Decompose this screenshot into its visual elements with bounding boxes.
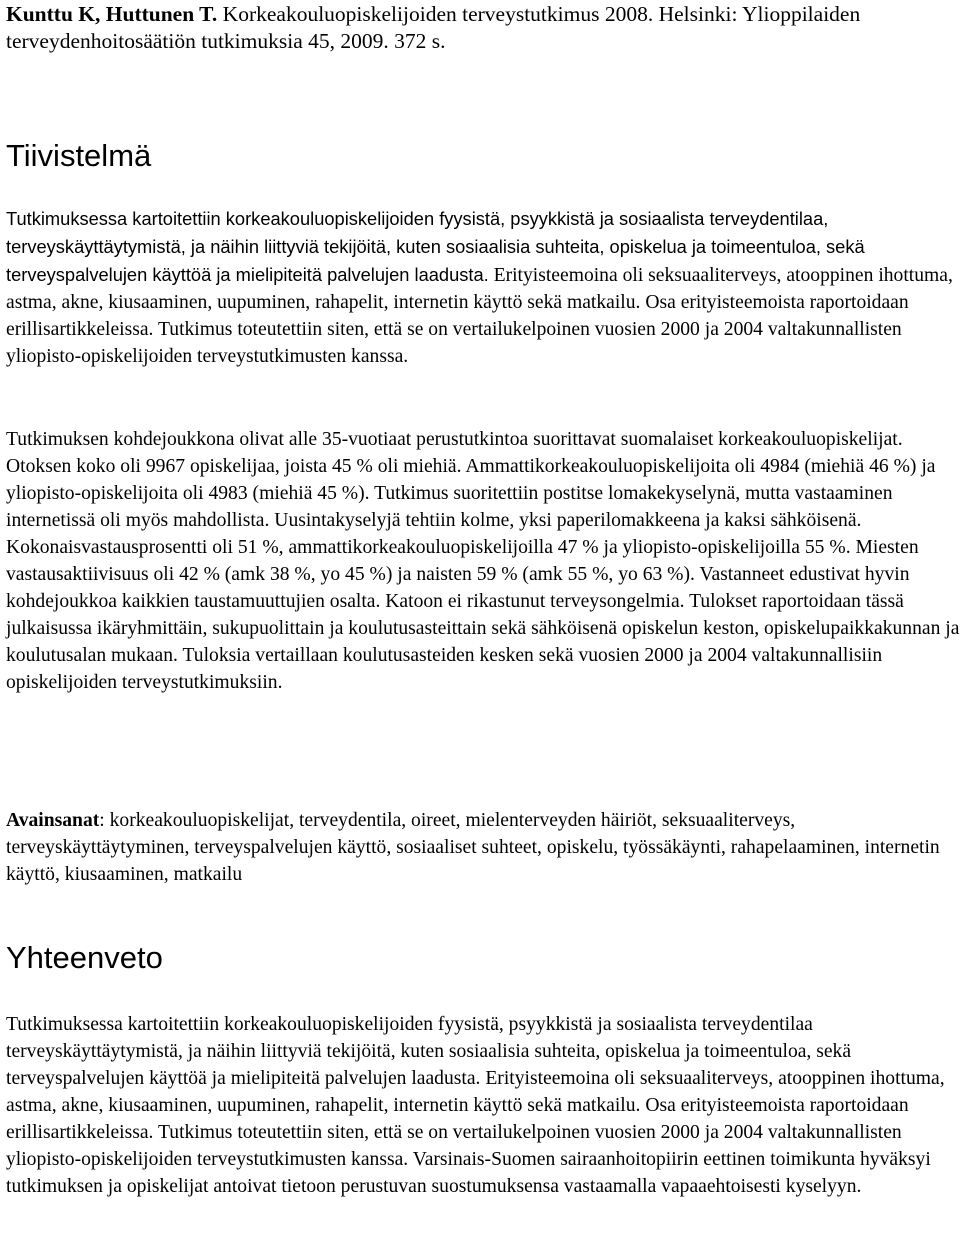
citation-authors: Kunttu K, Huttunen T. (6, 2, 218, 26)
tiivistelma-paragraph-1 (6, 205, 960, 370)
heading-yhteenveto: Yhteenveto (6, 940, 163, 975)
keywords-label: Avainsanat (6, 810, 100, 831)
keywords-separator: : (99, 810, 110, 831)
keywords-text: korkeakouluopiskelijat, terveydentila, oireet, mielenterveyden häiriöt, seksuaaliterveys, terveyskäyttäytyminen, terveyspalvelujen käyttö, sosiaaliset suhteet, opiskelu, työssäkäynti, rahapelaaminen, internetin käyttö, kiusaaminen, matkailu (6, 810, 940, 885)
yhteenveto-paragraph: Tutkimuksessa kartoitettiin korkeakouluopiskelijoiden fyysistä, psyykkistä ja sosiaalista terveydentilaa terveyskäyttäytymistä, ja näihin liittyviä tekijöitä, kuten sosiaalisia suhteita, opiskelua ja toimeentuloa, sekä terveyspalvelujen käyttöä ja mielipiteitä palvelujen laadusta. Erityisteemoina oli seksuaaliterveys, atooppinen ihottuma, astma, akne, kiusaaminen, uupuminen, rahapelit, internetin käyttö sekä matkailu. Osa erityisteemoista raportoidaan erillisartikkeleissa. Tutkimus toteutettiin siten, että se on vertailukelpoinen vuosien 2000 ja 2004 valtakunnallisten yliopisto-opiskelijoiden terveystutkimusten kanssa. Varsinais-Suomen sairaanhoitopiirin eettinen toimikunta hyväksyi tutkimuksen ja opiskelijat antoivat tietoon perustuvan suostumuksensa vastaamalla vapaaehtoisesti kyselyyn. (6, 1014, 945, 1197)
tiivistelma-paragraph-1-serif: Erityisteemoina oli seksuaaliterveys, atooppinen ihottuma, astma, akne, kiusaaminen, uupuminen, rahapelit, internetin käyttö sekä matkailu. Osa erityisteemoista raportoidaan erillisartikkeleissa. Tutkimus toteutettiin siten, että se on vertailukelpoinen vuosien 2000 ja 2004 valtakunnallisten yliopisto-opiskelijoiden terveystutkimusten kanssa. (6, 265, 953, 367)
document-page (6, 0, 960, 1197)
tiivistelma-paragraph-2: Tutkimuksen kohdejoukkona olivat alle 35-vuotiaat perustutkintoa suorittavat suomalaiset korkeakouluopiskelijat. Otoksen koko oli 9967 opiskelijaa, joista 45 % oli miehiä. Ammattikorkeakouluopiskelijoita oli 4984 (miehiä 46 %) ja yliopisto-opiskelijoita oli 4983 (miehiä 45 %). Tutkimus suoritettiin postitse lomakekyselynä, mutta vastaaminen internetissä oli myös mahdollista. Uusintakyselyjä tehtiin kolme, yksi paperilomakkeena ja kaksi sähköisenä. Kokonaisvastausprosentti oli 51 %, ammattikorkeakouluopiskelijoilla 47 % ja yliopisto-opiskelijoilla 55 %. Miesten vastausaktiivisuus oli 42 % (amk 38 %, yo 45 %) ja naisten 59 % (amk 55 %, yo 63 %). Vastanneet edustivat hyvin kohdejoukkoa kaikkien taustamuuttujien osalta. Katoon ei rikastunut terveysongelmia. Tulokset raportoidaan tässä julkaisussa ikäryhmittäin, sukupuolittain ja koulutusasteittain sekä sähköisenä opiskelun keston, opiskelupaikkakunnan ja koulutusalan mukaan. Tuloksia vertaillaan koulutusasteiden kesken sekä vuosien 2000 ja 2004 valtakunnallisiin opiskelijoiden terveystutkimuksiin. (6, 429, 960, 693)
heading-tiivistelma: Tiivistelmä (6, 138, 152, 173)
citation (6, 0, 958, 55)
keywords (6, 807, 960, 888)
citation-details: Korkeakouluopiskelijoiden terveystutkimus 2008. Helsinki: Ylioppilaiden terveydenhoitosäätiön tutkimuksia 45, 2009. 372 s. (6, 2, 861, 53)
tiivistelma-paragraph-1-sans: Tutkimuksessa kartoitettiin korkeakouluopiskelijoiden fyysistä, psyykkistä ja sosiaalista terveydentilaa, terveyskäyttäytymistä, ja näihin liittyviä tekijöitä, kuten sosiaalisia suhteita, opiskelua ja toimeentuloa, sekä terveyspalvelujen käyttöä ja mielipiteitä palvelujen laadusta. (6, 208, 865, 285)
